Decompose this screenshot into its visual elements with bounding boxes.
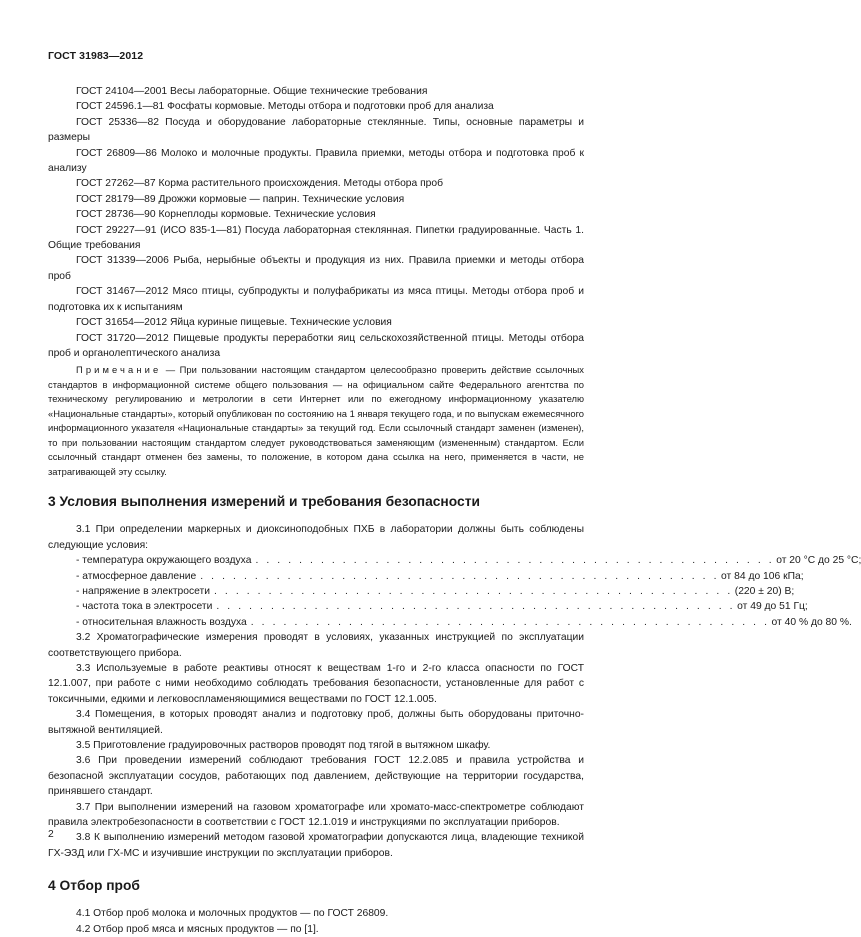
dot-leader: . . . . . . . . . . . . . . . . . . . . . . . . . . . . . . . . . . . . . . . . . . . . . . . . [255,555,775,567]
reference-item: ГОСТ 31654—2012 Яйца куриные пищевые. Технические условия [76,317,392,329]
condition-value: (220 ± 20) В; [734,585,795,597]
page-number: 2 [48,829,54,840]
section-paragraph: 4.2 Отбор проб мяса и мясных продуктов — по [1]. [76,923,319,935]
reference-item: ГОСТ 31720—2012 Пищевые продукты переработки яиц сельскохозяйственной птицы. Методы отбора проб и органолептического анализа [48,332,584,359]
document-header: ГОСТ 31983—2012 [48,50,144,62]
condition-value: от 40 % до 80 %. [771,616,852,628]
condition-row [48,584,795,599]
reference-item: ГОСТ 24104—2001 Весы лабораторные. Общие технические требования [76,86,428,97]
condition-row [48,599,808,614]
section-4-paragraphs [48,906,584,937]
conditions-list [48,553,861,630]
reference-item: ГОСТ 31339—2006 Рыба, нерыбные объекты и продукция из них. Правила приемки и методы отбора проб [48,255,584,282]
dot-leader: . . . . . . . . . . . . . . . . . . . . . . . . . . . . . . . . . . . . . . . . . . . . . . . . [214,585,733,597]
condition-value: от 84 до 106 кПа; [721,570,804,582]
normative-references-list [48,84,584,361]
condition-label: - температура окружающего воздуха [76,555,252,567]
condition-row [48,553,861,568]
section-3-paragraphs [48,630,584,861]
section-3-title: 3 Условия выполнения измерений и требования безопасности [48,494,480,510]
reference-item: ГОСТ 26809—86 Молоко и молочные продукты. Правила приемки, методы отбора и подготовка проб к анализу [48,147,584,175]
section-3-intro: 3.1 При определении маркерных и диоксиноподобных ПХБ в лаборатории должны быть соблюдены следующие условия: [48,524,584,551]
condition-label: - атмосферное давление [76,570,197,582]
note-label: Примечание [76,364,162,376]
reference-item: ГОСТ 31467—2012 Мясо птицы, субпродукты и полуфабрикаты из мяса птицы. Методы отбора проб и подготовка их к испытаниям [48,286,584,313]
section-paragraph: 3.8 К выполнению измерений методом газовой хроматографии допускаются лица, владеющие техникой ГХ-ЭЗД или ГХ-МС и изучившие инструкции по эксплуатации приборов. [48,832,584,859]
condition-row [48,569,804,584]
section-paragraph: 4.1 Отбор проб молока и молочных продуктов — по ГОСТ 26809. [76,908,389,920]
condition-value: от 49 до 51 Гц; [737,601,808,613]
section-paragraph: 3.6 При проведении измерений соблюдают требования ГОСТ 12.2.085 и правила устройства и безопасной эксплуатации сосудов, работающих под давлением, действующие на территории государства, принявшего стандарт. [48,755,584,798]
section-paragraph: 3.7 При выполнении измерений на газовом хроматографе или хромато-масс-спектрометре соблюдают правила электробезопасности в соответствии с ГОСТ 12.1.019 и инструкциями по эксплуатации приборов. [48,801,584,829]
condition-value: от 20 °С до 25 °С; [776,555,861,567]
section-paragraph: 3.5 Приготовление градуировочных растворов проводят под тягой в вытяжном шкафу. [76,740,491,751]
condition-label: - напряжение в электросети [76,585,210,597]
dot-leader: . . . . . . . . . . . . . . . . . . . . . . . . . . . . . . . . . . . . . . . . . . . . . . . . [200,570,720,582]
reference-item: ГОСТ 28736—90 Корнеплоды кормовые. Технические условия [76,209,376,221]
reference-item: ГОСТ 24596.1—81 Фосфаты кормовые. Методы отбора и подготовки проб для анализа [76,101,494,113]
section-4-title: 4 Отбор проб [48,878,140,894]
note-text: — При пользовании настоящим стандартом целесообразно проверить действие ссылочных стандартов в информационной системе общего пользования — на официальном сайте Федерального агентства по техническому регулированию и метрологии в сети Интернет или по ежегодному информационному указателю «Национальные стандарты», который опубликован по состоянию на 1 января текущего года, и по выпускам ежемесячного информационного указателя «Национальные стандарты» за текущий год. Если ссылочный стандарт заменен (изменен), то при пользовании настоящим стандартом следует руководствоваться заменяющим (измененным) стандартом. Если ссылочный стандарт отменен без замены, то положение, в котором дана ссылка на него, применяется в части, не затрагивающей эту ссылку. [48,364,584,477]
note-paragraph [48,363,584,479]
reference-item: ГОСТ 28179—89 Дрожжи кормовые — паприн. Технические условия [76,193,405,205]
condition-label: - частота тока в электросети [76,601,213,613]
section-paragraph: 3.3 Используемые в работе реактивы относят к веществам 1-го и 2-го класса опасности по ГОСТ 12.1.007, при работе с ними необходимо соблюдать требования безопасности, установленные для работ с токсичными, едкими и легковоспламеняющимися веществами по ГОСТ 12.1.005. [48,662,584,705]
section-paragraph: 3.2 Хроматографические измерения проводят в условиях, указанных инструкцией по эксплуатации соответствующего прибора. [48,632,584,659]
reference-item: ГОСТ 27262—87 Корма растительного происхождения. Методы отбора проб [76,178,444,190]
condition-row [48,615,852,630]
reference-item: ГОСТ 25336—82 Посуда и оборудование лабораторные стеклянные. Типы, основные параметры и размеры [48,116,584,144]
document-page [48,50,861,937]
reference-item: ГОСТ 29227—91 (ИСО 835-1—81) Посуда лабораторная стеклянная. Пипетки градуированные. Часть 1. Общие требования [48,224,584,252]
dot-leader: . . . . . . . . . . . . . . . . . . . . . . . . . . . . . . . . . . . . . . . . . . . . . . . . [216,601,736,613]
condition-label: - относительная влажность воздуха [76,616,247,628]
section-paragraph: 3.4 Помещения, в которых проводят анализ и подготовку проб, должны быть оборудованы приточно-вытяжной вентиляцией. [48,709,584,736]
dot-leader: . . . . . . . . . . . . . . . . . . . . . . . . . . . . . . . . . . . . . . . . . . . . . . . . [250,616,770,628]
